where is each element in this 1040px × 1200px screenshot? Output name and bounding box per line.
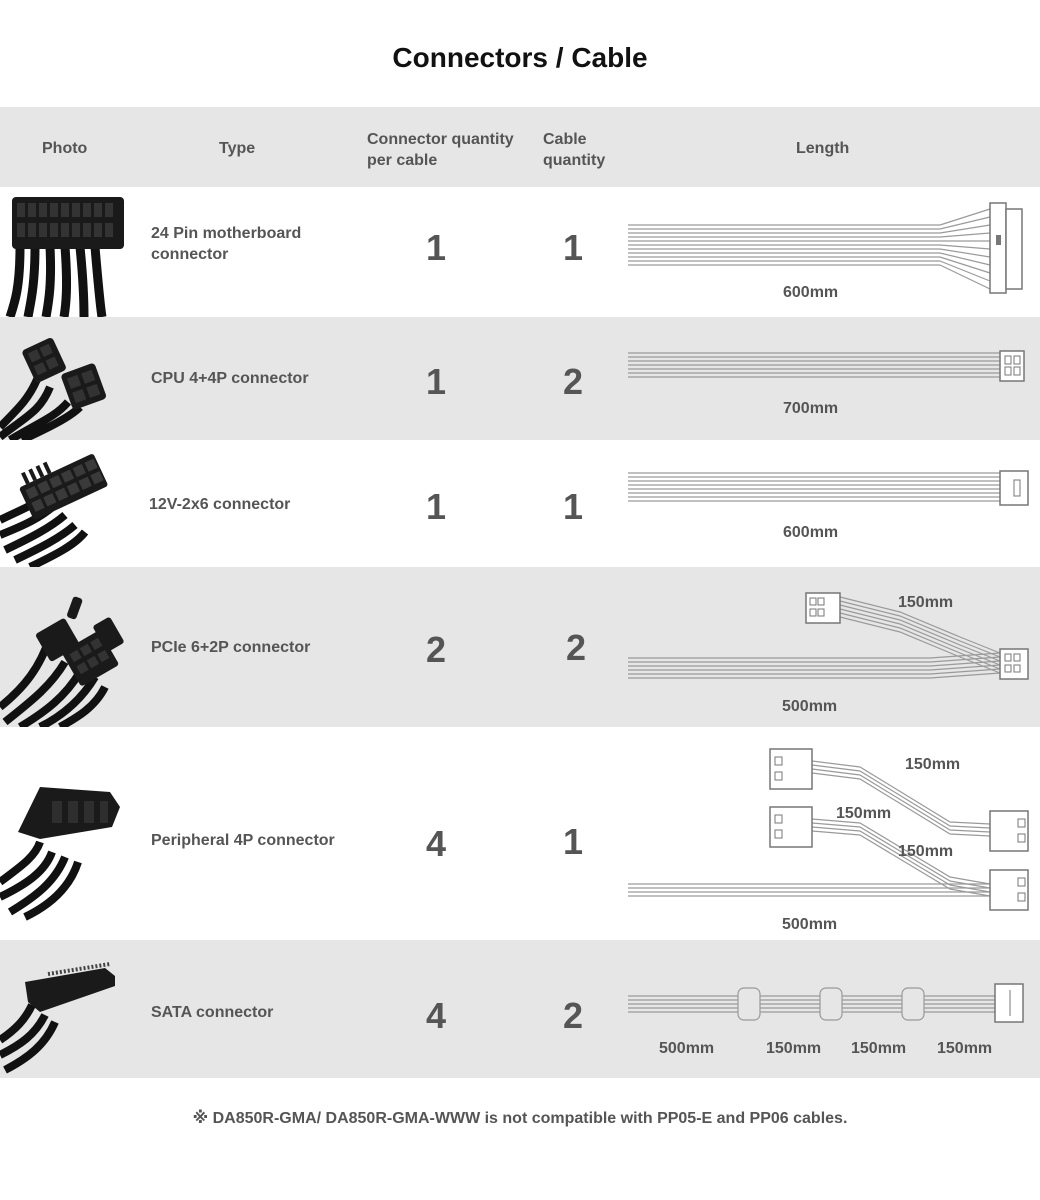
pcie-cable-diagram [600, 567, 1040, 727]
cable-length-label: 150mm [851, 1040, 907, 1057]
cable-quantity-value: 2 [565, 627, 587, 668]
24pin-cable-diagram [600, 187, 1040, 317]
row-type-label: SATA connector [151, 1004, 274, 1021]
header-connector-quantity: Connector quantity per cable [367, 131, 514, 169]
cable-quantity-value: 1 [562, 486, 584, 527]
connector-quantity-value: 2 [425, 629, 447, 670]
peripheral-cable-diagram [600, 727, 1040, 940]
cable-quantity-value: 1 [562, 821, 584, 862]
cable-length-label: 700mm [783, 400, 839, 417]
header-length: Length [796, 140, 850, 157]
connector-quantity-value: 1 [425, 227, 447, 268]
cable-length-label: 600mm [783, 284, 839, 301]
cable-length-label: 500mm [782, 916, 838, 933]
connector-quantity-value: 4 [425, 995, 447, 1036]
header-cable-quantity: Cable quantity [543, 131, 606, 169]
row-type-label: 24 Pin motherboard connector [151, 225, 302, 263]
table-row-cpu [0, 317, 1040, 440]
table-row-pcie [0, 567, 1040, 727]
12v-2x6-connector-icon [0, 440, 140, 567]
sata-connector-icon [0, 940, 140, 1078]
table-row-sata [0, 940, 1040, 1078]
connector-quantity-value: 4 [425, 823, 447, 864]
cable-length-label: 150mm [766, 1040, 822, 1057]
cable-length-label: 600mm [783, 524, 839, 541]
cable-length-label: 150mm [898, 594, 954, 611]
cable-length-label: 150mm [937, 1040, 993, 1057]
12v-cable-diagram [600, 440, 1040, 567]
connector-quantity-value: 1 [425, 486, 447, 527]
pcie-connector-icon [0, 567, 140, 727]
table-row-peripheral [0, 727, 1040, 940]
cable-quantity-value: 2 [562, 995, 584, 1036]
header-photo: Photo [42, 140, 88, 157]
cable-length-label: 150mm [836, 805, 892, 822]
row-type-label: Peripheral 4P connector [151, 832, 335, 849]
table-header [0, 107, 1040, 187]
cable-length-label: 150mm [898, 843, 954, 860]
row-type-label: PCIe 6+2P connector [151, 639, 311, 656]
row-type-label: 12V-2x6 connector [149, 496, 291, 513]
page-title: Connectors / Cable [392, 42, 648, 73]
compatibility-footnote: ※ DA850R-GMA/ DA850R-GMA-WWW is not compatible with PP05-E and PP06 cables. [192, 1110, 848, 1127]
cable-quantity-value: 1 [562, 227, 584, 268]
connector-quantity-value: 1 [425, 361, 447, 402]
cable-length-label: 500mm [659, 1040, 715, 1057]
sata-cable-diagram [600, 940, 1040, 1078]
table-row-12v [0, 440, 1040, 567]
24pin-connector-icon [0, 187, 140, 317]
cpu-connector-icon [0, 317, 140, 440]
header-type: Type [219, 140, 256, 157]
cable-length-label: 500mm [782, 698, 838, 715]
peripheral-connector-icon [0, 727, 140, 940]
row-type-label: CPU 4+4P connector [151, 370, 309, 387]
cable-quantity-value: 2 [562, 361, 584, 402]
cable-length-label: 150mm [905, 756, 961, 773]
table-row-24pin [0, 187, 1040, 317]
cpu-cable-diagram [600, 317, 1040, 440]
